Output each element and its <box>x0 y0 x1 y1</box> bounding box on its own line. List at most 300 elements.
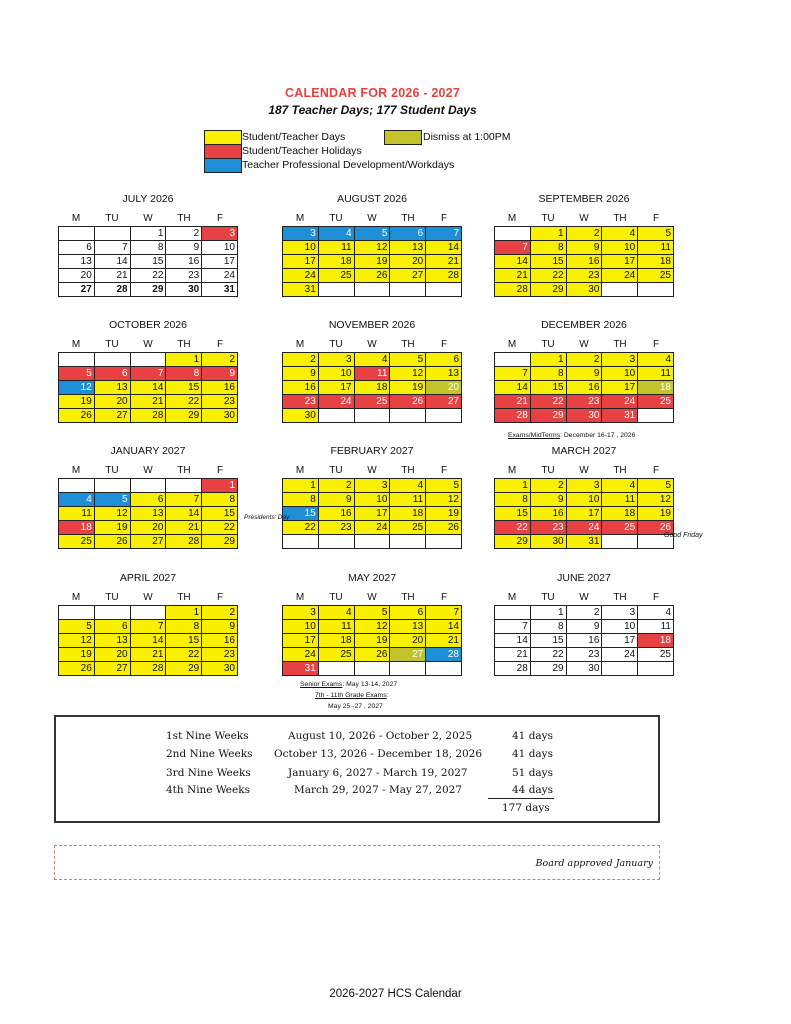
day-cell <box>166 479 202 493</box>
day-cell: 3 <box>318 353 354 367</box>
day-cell: 25 <box>638 395 674 409</box>
week-row <box>283 479 462 493</box>
day-cell: 7 <box>166 493 202 507</box>
week-row <box>283 535 462 549</box>
weekday-header <box>58 213 238 225</box>
weekday-header <box>58 465 238 477</box>
day-cell: 14 <box>495 634 531 648</box>
total-days: 177 days <box>502 802 550 814</box>
weekday-label: F <box>652 213 660 224</box>
period-label: 4th Nine Weeks <box>166 784 250 796</box>
day-cell <box>354 283 390 297</box>
week-row <box>283 227 462 241</box>
week-row <box>495 479 674 493</box>
day-cell <box>59 227 95 241</box>
week-row <box>59 521 238 535</box>
day-cell: 5 <box>94 493 130 507</box>
day-cell: 16 <box>566 634 602 648</box>
month-title: OCTOBER 2026 <box>108 319 187 331</box>
legend-swatch-dismiss-early <box>384 130 422 145</box>
day-cell: 5 <box>354 606 390 620</box>
day-cell: 21 <box>426 255 462 269</box>
day-cell: 27 <box>59 283 95 297</box>
day-cell: 11 <box>318 241 354 255</box>
weekday-label: W <box>143 213 153 224</box>
day-cell: 8 <box>495 493 531 507</box>
period-dates: October 13, 2026 - December 18, 2026 <box>274 748 483 760</box>
weekday-header <box>282 213 462 225</box>
weekday-label: TH <box>613 592 627 603</box>
day-cell: 25 <box>638 648 674 662</box>
day-cell: 20 <box>94 395 130 409</box>
day-cell: 15 <box>530 255 566 269</box>
weekday-label: W <box>367 465 377 476</box>
day-cell <box>130 353 166 367</box>
period-days: 51 days <box>512 767 554 779</box>
day-cell: 20 <box>390 634 426 648</box>
day-cell: 23 <box>318 521 354 535</box>
day-cell: 11 <box>638 620 674 634</box>
month-title: AUGUST 2026 <box>337 193 407 205</box>
weekday-label: TU <box>541 213 555 224</box>
day-cell: 15 <box>166 634 202 648</box>
day-cell: 14 <box>495 255 531 269</box>
day-cell: 24 <box>602 269 638 283</box>
weekday-label: TU <box>541 592 555 603</box>
day-cell <box>638 283 674 297</box>
month-grid <box>58 605 238 676</box>
day-cell <box>318 409 354 423</box>
day-cell: 10 <box>602 620 638 634</box>
weekday-label: TH <box>177 213 191 224</box>
day-cell: 22 <box>495 521 531 535</box>
day-cell: 24 <box>318 395 354 409</box>
day-cell <box>638 662 674 676</box>
day-cell: 14 <box>130 381 166 395</box>
senior-exams-note: Senior Exams: May 13-14, 2027 <box>300 681 398 688</box>
weekday-label: F <box>216 465 224 476</box>
day-cell: 19 <box>354 634 390 648</box>
week-row <box>59 381 238 395</box>
day-cell: 29 <box>530 283 566 297</box>
day-cell: 15 <box>530 634 566 648</box>
day-cell: 6 <box>426 353 462 367</box>
day-cell: 5 <box>426 479 462 493</box>
day-cell: 18 <box>59 521 95 535</box>
day-cell: 2 <box>166 227 202 241</box>
day-cell: 18 <box>318 255 354 269</box>
day-cell: 14 <box>166 507 202 521</box>
day-cell: 1 <box>166 606 202 620</box>
week-row <box>495 241 674 255</box>
weekday-label: M <box>507 592 517 603</box>
week-row <box>495 395 674 409</box>
day-cell <box>59 353 95 367</box>
period-days: 44 days <box>512 784 554 796</box>
weekday-header <box>494 339 674 351</box>
week-row <box>59 648 238 662</box>
day-cell: 19 <box>94 521 130 535</box>
weekday-label: W <box>143 592 153 603</box>
weekday-header <box>494 465 674 477</box>
week-row <box>495 620 674 634</box>
day-cell: 29 <box>530 662 566 676</box>
weekday-label: M <box>507 213 517 224</box>
day-cell: 9 <box>566 367 602 381</box>
day-cell: 14 <box>130 634 166 648</box>
day-cell: 26 <box>354 269 390 283</box>
period-label: 1st Nine Weeks <box>166 730 249 742</box>
day-cell: 25 <box>354 395 390 409</box>
day-cell: 12 <box>354 620 390 634</box>
day-cell: 17 <box>318 381 354 395</box>
day-cell: 23 <box>530 521 566 535</box>
day-cell: 12 <box>426 493 462 507</box>
weekday-label: M <box>507 465 517 476</box>
day-cell: 15 <box>166 381 202 395</box>
day-cell <box>495 227 531 241</box>
week-row <box>283 381 462 395</box>
weekday-label: F <box>216 213 224 224</box>
day-cell: 24 <box>566 521 602 535</box>
week-row <box>495 255 674 269</box>
presidents-day-note: Presidents' Day <box>244 514 290 521</box>
day-cell: 13 <box>94 381 130 395</box>
week-row <box>59 353 238 367</box>
day-cell: 16 <box>202 381 238 395</box>
week-row <box>59 662 238 676</box>
day-cell <box>426 409 462 423</box>
day-cell: 28 <box>495 409 531 423</box>
week-row <box>59 269 238 283</box>
month-grid <box>494 605 674 676</box>
weekday-label: TU <box>329 339 343 350</box>
day-cell: 1 <box>202 479 238 493</box>
day-cell <box>94 353 130 367</box>
day-cell: 21 <box>426 634 462 648</box>
month-title: APRIL 2027 <box>119 572 177 584</box>
day-cell: 16 <box>202 634 238 648</box>
grading-period-summary <box>54 715 660 823</box>
day-cell: 25 <box>638 269 674 283</box>
day-cell: 1 <box>530 353 566 367</box>
day-cell <box>94 227 130 241</box>
day-cell <box>602 283 638 297</box>
day-cell: 17 <box>283 634 319 648</box>
weekday-label: TH <box>401 339 415 350</box>
day-cell: 7 <box>130 367 166 381</box>
day-cell: 18 <box>318 634 354 648</box>
day-cell: 27 <box>390 269 426 283</box>
weekday-label: TU <box>541 465 555 476</box>
week-row <box>283 409 462 423</box>
week-row <box>283 367 462 381</box>
day-cell: 3 <box>283 606 319 620</box>
day-cell: 8 <box>283 493 319 507</box>
board-approval-text: Board approved January <box>535 858 653 869</box>
month-grid <box>282 226 462 297</box>
day-cell: 31 <box>283 662 319 676</box>
week-row <box>495 606 674 620</box>
week-row <box>59 227 238 241</box>
period-days: 41 days <box>512 730 554 742</box>
day-cell: 21 <box>94 269 130 283</box>
day-cell: 24 <box>354 521 390 535</box>
day-cell: 30 <box>202 409 238 423</box>
day-cell: 3 <box>283 227 319 241</box>
day-cell: 23 <box>566 648 602 662</box>
legend-label: Student/Teacher Holidays <box>242 145 362 157</box>
day-cell: 10 <box>566 493 602 507</box>
day-cell: 10 <box>318 367 354 381</box>
day-cell: 6 <box>59 241 95 255</box>
day-cell: 28 <box>130 662 166 676</box>
day-cell: 10 <box>602 241 638 255</box>
legend-label: Student/Teacher Days <box>242 131 346 143</box>
week-row <box>495 353 674 367</box>
day-cell: 21 <box>495 269 531 283</box>
week-row <box>283 283 462 297</box>
week-row <box>283 493 462 507</box>
day-cell: 11 <box>354 367 390 381</box>
day-cell: 14 <box>94 255 130 269</box>
day-cell: 23 <box>566 395 602 409</box>
day-cell: 11 <box>318 620 354 634</box>
weekday-label: W <box>367 592 377 603</box>
day-cell: 23 <box>202 395 238 409</box>
week-row <box>495 493 674 507</box>
weekday-header <box>58 592 238 604</box>
month-title: FEBRUARY 2027 <box>330 445 414 457</box>
week-row <box>495 662 674 676</box>
weekday-label: TH <box>401 465 415 476</box>
day-cell: 5 <box>354 227 390 241</box>
week-row <box>495 507 674 521</box>
week-row <box>59 395 238 409</box>
calendar-subtitle: 187 Teacher Days; 177 Student Days <box>268 103 477 117</box>
weekday-label: M <box>71 592 81 603</box>
weekday-label: F <box>652 339 660 350</box>
weekday-label: TH <box>613 465 627 476</box>
day-cell: 6 <box>390 227 426 241</box>
day-cell: 24 <box>283 269 319 283</box>
day-cell: 16 <box>566 381 602 395</box>
day-cell: 13 <box>59 255 95 269</box>
weekday-header <box>494 213 674 225</box>
day-cell: 8 <box>530 241 566 255</box>
day-cell: 8 <box>166 620 202 634</box>
day-cell: 17 <box>283 255 319 269</box>
legend-swatch-professional-development <box>204 158 242 173</box>
day-cell: 19 <box>354 255 390 269</box>
day-cell: 13 <box>390 620 426 634</box>
day-cell: 31 <box>202 283 238 297</box>
day-cell: 11 <box>638 367 674 381</box>
month-grid <box>282 478 462 549</box>
weekday-label: W <box>579 339 589 350</box>
day-cell <box>318 662 354 676</box>
day-cell: 12 <box>59 381 95 395</box>
legend-label: Dismiss at 1:00PM <box>423 131 511 143</box>
month-title: NOVEMBER 2026 <box>328 319 416 331</box>
day-cell: 20 <box>390 255 426 269</box>
week-row <box>59 255 238 269</box>
day-cell: 26 <box>354 648 390 662</box>
week-row <box>59 634 238 648</box>
day-cell: 22 <box>130 269 166 283</box>
weekday-label: M <box>295 213 305 224</box>
day-cell: 31 <box>566 535 602 549</box>
day-cell: 22 <box>530 648 566 662</box>
day-cell: 8 <box>530 367 566 381</box>
day-cell: 8 <box>166 367 202 381</box>
day-cell <box>638 409 674 423</box>
week-row <box>495 409 674 423</box>
day-cell: 30 <box>566 662 602 676</box>
day-cell: 9 <box>530 493 566 507</box>
day-cell: 13 <box>130 507 166 521</box>
day-cell <box>354 662 390 676</box>
week-row <box>59 409 238 423</box>
weekday-label: TH <box>177 465 191 476</box>
day-cell: 27 <box>94 409 130 423</box>
day-cell: 12 <box>390 367 426 381</box>
weekday-label: TU <box>105 339 119 350</box>
week-row <box>59 620 238 634</box>
day-cell <box>426 535 462 549</box>
period-label: 3rd Nine Weeks <box>166 767 251 779</box>
day-cell: 26 <box>426 521 462 535</box>
week-row <box>495 521 674 535</box>
week-row <box>495 227 674 241</box>
weekday-label: W <box>579 592 589 603</box>
week-row <box>59 283 238 297</box>
weekday-header <box>494 592 674 604</box>
day-cell: 10 <box>283 241 319 255</box>
day-cell: 6 <box>130 493 166 507</box>
day-cell: 21 <box>130 648 166 662</box>
day-cell: 12 <box>354 241 390 255</box>
weekday-label: W <box>143 339 153 350</box>
day-cell: 23 <box>166 269 202 283</box>
day-cell: 7 <box>495 620 531 634</box>
weekday-label: TU <box>329 465 343 476</box>
day-cell: 25 <box>318 648 354 662</box>
day-cell: 8 <box>130 241 166 255</box>
day-cell <box>354 409 390 423</box>
week-row <box>495 269 674 283</box>
day-cell: 12 <box>94 507 130 521</box>
day-cell: 11 <box>602 493 638 507</box>
week-row <box>283 395 462 409</box>
day-cell: 9 <box>318 493 354 507</box>
day-cell: 29 <box>495 535 531 549</box>
day-cell: 4 <box>390 479 426 493</box>
day-cell: 15 <box>202 507 238 521</box>
week-row <box>283 241 462 255</box>
day-cell: 15 <box>495 507 531 521</box>
day-cell <box>94 479 130 493</box>
week-row <box>59 606 238 620</box>
day-cell: 20 <box>130 521 166 535</box>
day-cell: 1 <box>495 479 531 493</box>
day-cell: 22 <box>530 269 566 283</box>
day-cell: 10 <box>283 620 319 634</box>
day-cell <box>495 606 531 620</box>
day-cell: 17 <box>566 507 602 521</box>
week-row <box>495 634 674 648</box>
month-grid <box>282 352 462 423</box>
day-cell: 9 <box>283 367 319 381</box>
day-cell: 24 <box>602 395 638 409</box>
day-cell <box>495 353 531 367</box>
day-cell: 16 <box>566 255 602 269</box>
day-cell: 5 <box>59 620 95 634</box>
day-cell <box>602 535 638 549</box>
day-cell: 20 <box>426 381 462 395</box>
day-cell: 20 <box>59 269 95 283</box>
day-cell: 16 <box>283 381 319 395</box>
day-cell: 4 <box>602 227 638 241</box>
day-cell: 2 <box>202 353 238 367</box>
day-cell: 22 <box>166 395 202 409</box>
day-cell: 26 <box>390 395 426 409</box>
day-cell: 8 <box>202 493 238 507</box>
day-cell: 28 <box>495 662 531 676</box>
legend-swatch-student-teacher-days <box>204 130 242 145</box>
day-cell: 9 <box>202 620 238 634</box>
day-cell: 30 <box>166 283 202 297</box>
page-footer: 2026-2027 HCS Calendar <box>329 988 462 1000</box>
day-cell: 18 <box>638 381 674 395</box>
day-cell: 9 <box>166 241 202 255</box>
week-row <box>283 662 462 676</box>
month-grid <box>494 478 674 549</box>
day-cell <box>283 535 319 549</box>
weekday-label: M <box>71 339 81 350</box>
week-row <box>59 507 238 521</box>
weekday-header <box>282 592 462 604</box>
month-title: SEPTEMBER 2026 <box>538 193 630 205</box>
day-cell: 2 <box>202 606 238 620</box>
weekday-label: M <box>295 465 305 476</box>
day-cell: 25 <box>59 535 95 549</box>
weekday-label: W <box>579 213 589 224</box>
week-row <box>283 606 462 620</box>
day-cell: 6 <box>94 367 130 381</box>
calendar-title: CALENDAR FOR 2026 - 2027 <box>285 86 460 100</box>
day-cell: 7 <box>426 606 462 620</box>
week-row <box>59 493 238 507</box>
day-cell: 18 <box>602 507 638 521</box>
weekday-label: F <box>440 592 448 603</box>
day-cell: 27 <box>94 662 130 676</box>
day-cell: 3 <box>566 479 602 493</box>
day-cell: 3 <box>602 606 638 620</box>
day-cell: 27 <box>426 395 462 409</box>
day-cell: 19 <box>59 395 95 409</box>
day-cell: 4 <box>59 493 95 507</box>
day-cell: 19 <box>59 648 95 662</box>
day-cell <box>94 606 130 620</box>
day-cell: 26 <box>94 535 130 549</box>
day-cell: 25 <box>318 269 354 283</box>
day-cell: 10 <box>354 493 390 507</box>
day-cell: 17 <box>354 507 390 521</box>
day-cell: 1 <box>130 227 166 241</box>
weekday-label: F <box>216 592 224 603</box>
day-cell: 16 <box>530 507 566 521</box>
